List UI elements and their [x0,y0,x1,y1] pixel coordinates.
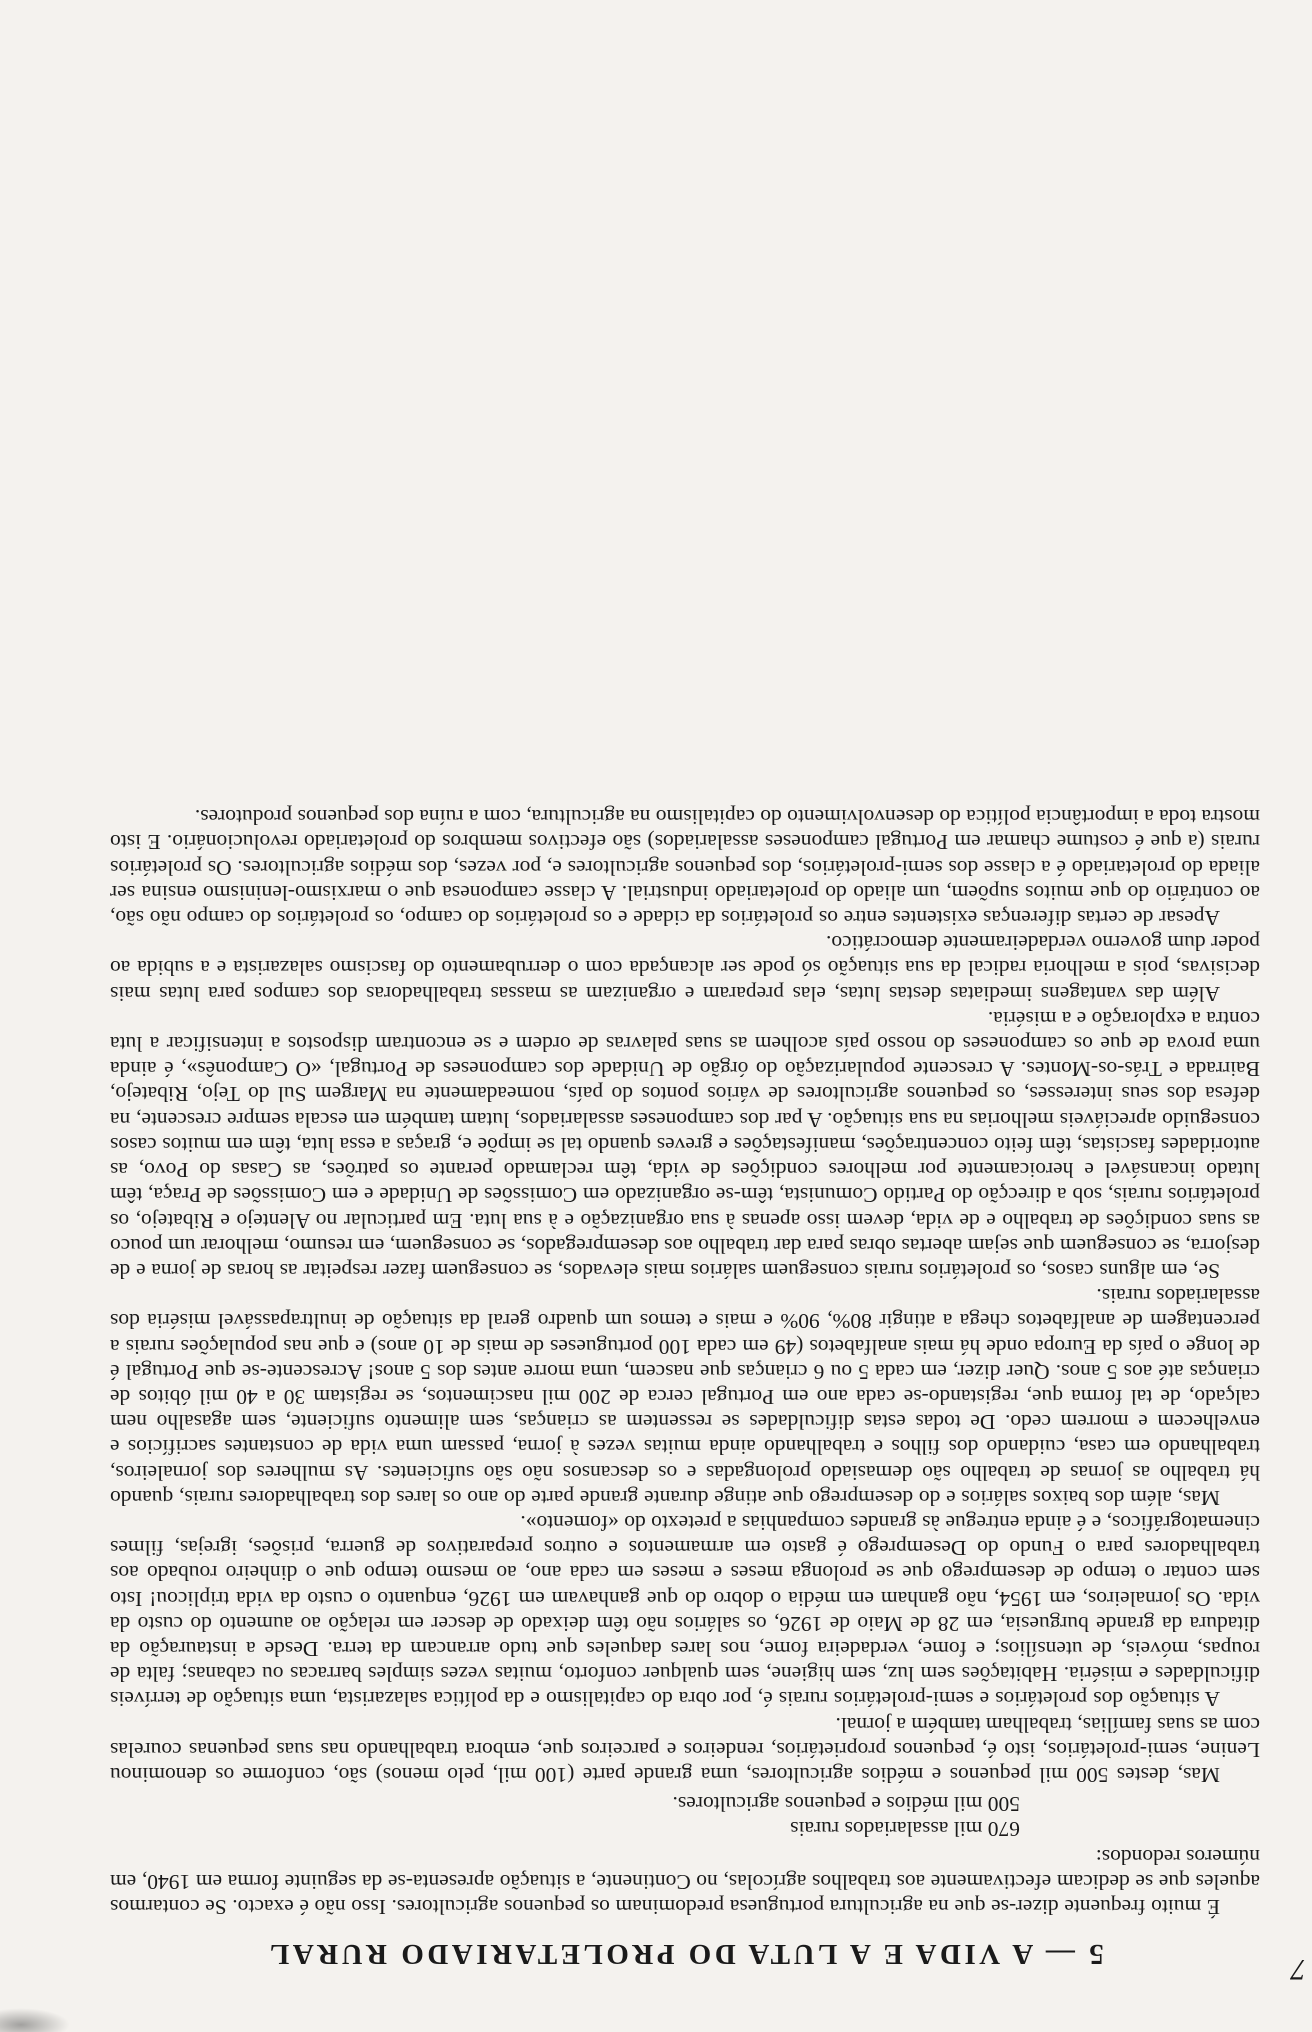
paragraph-7: Apesar de certas diferenças existentes entre os proletários da cidade e os proletários do campo, os proletários do campo não são, ao contrário do que muitos supõem, um aliado do proletariado industrial. A classe camponesa que o marxismo-leninismo ensina ser aliada do proletariado é a classe dos semi-proletários, dos pequenos agricultores e, por vezes, dos médios agricultores. Os proletários rurais (a que é costume chamar em Portugal camponeses assalariados) são efectivos membros do proletariado revolucionário. E isto mostra toda a importância política do desenvolvimento do capitalismo na agricultura, com a ruína dos pequenos produtores. [110,805,1260,931]
paragraph-5: Se, em alguns casos, os proletários rurais conseguem salários mais elevados, se conseguem fazer respeitar as horas de jorna e de desjorra, se conseguem que sejam abertas obras para dar trabalho aos desempregados, se conseguem, em resumo, melhorar um pouco as suas condições de trabalho e de vida, devem isso apenas à sua organização e à sua luta. Em particular no Alentejo e Ribatejo, os proletários rurais, sob a direcção do Partido Comunista, têm-se organizado em Comissões de Unidade e em Comissões de Praça, têm lutado incansável e heroicamente por melhores condições de vida, têm reclamado perante os patrões, as Casas do Povo, as autoridades fascistas, têm feito concentrações, manifestações e greves quando tal se impõe e, graças a essa luta, têm em muitos casos conseguido apreciáveis melhorias na sua situação. A par dos camponeses assalariados, lutam também em escala sempre crescente, na defesa dos seus interesses, os pequenos agricultores de vários pontos do país, nomeadamente na Margem Sul do Tejo, Ribatejo, Bairrada e Trás-os-Montes. A crescente popularização do órgão de Unidade dos camponeses de Portugal, «O Camponês», é ainda uma prova de que os camponeses do nosso país acolhem as suas palavras de ordem e se encontram dispostos a intensificar a luta contra a exploração e a miséria. [110,1006,1260,1283]
list-item: 500 mil médios e pequenos agricultores. [672,1792,1020,1817]
paragraph-6: Além das vantagens imediatas destas lutas, elas preparam e organizam as massas trabalhadoras dos campos para lutas mais decisivas, pois a melhoria radical da sua situação só pode ser alcançada com o derrubamento do fascismo salazarista e a subida ao poder dum governo verdadeiramente democrático. [110,931,1260,1006]
list-item: 670 mil assalariados rurais [790,1817,1020,1842]
section-title: 5 — A VIDA E A LUTA DO PROLETARIADO RURAL [266,1938,1104,1970]
paragraph-1: É muito frequente dizer-se que na agricultura portuguesa predominam os pequenos agricultores. Isso não é exacto. Se contarmos aqueles que se dedicam efectivamente aos trabalhos agrícolas, no Continente, a situação apresenta-se da seguinte forma em 1940, em números redondos: [110,1844,1260,1919]
scan-smudge [0,2008,70,2032]
paragraph-2: Mas, destes 500 mil pequenos e médios agricultores, uma grande parte (100 mil, pelo menos) são, conforme os denominou Lenine, semi-proletários, isto é, pequenos proprietários, rendeiros e parceiros que, embora trabalhando nas suas pequenas courelas com as suas famílias, trabalham também a jornal. [110,1712,1260,1787]
paragraph-4: Mas, além dos baixos salários e do desemprego que atinge durante grande parte do ano os lares dos trabalhadores rurais, quando há trabalho as jornas de trabalho são demasiado prolongadas e os descansos não são suficientes. As mulheres dos jornaleiros, trabalhando em casa, cuidando dos filhos e trabalhando ainda muitas vezes à jorna, passam uma vida de constantes sacrifícios e envelhecem e morrem cedo. De todas estas dificuldades se ressentem as crianças, sem alimento suficiente, sem agasalho nem calçado, de tal forma que, registando-se cada ano em Portugal cerca de 200 mil nascimentos, se registam 30 a 40 mil óbitos de crianças até aos 5 anos. Quer dizer, em cada 5 ou 6 crianças que nascem, uma morre antes dos 5 anos! Acrescente-se que Portugal é de longe o país da Europa onde há mais analfabetos (49 em cada 100 portugueses de mais de 10 anos) e que nas populações rurais a percentagem de analfabetos chega a atingir 80%, 90% e mais e temos um quadro geral da situação de inultrapassável miséria dos assalariados rurais. [110,1284,1260,1510]
paragraph-3: A situação dos proletários e semi-proletários rurais é, por obra do capitalismo e da política salazarista, uma situação de terríveis dificuldades e miséria. Habitações sem luz, sem higiene, sem qualquer conforto, muitas vezes simples barracas ou cabanas; falta de roupas, móveis, de utensílios; e fome, verdadeira fome, nos lares daqueles que tudo arrancam da terra. Desde a instauração da ditadura da grande burguesia, em 28 de Maio de 1926, os salários não têm deixado de descer em relação ao aumento do custo da vida. Os jornaleiros, em 1954, não ganham em média o dobro do que ganhavam em 1926, enquanto o custo da vida triplicou! Isto sem contar o tempo de desemprego que se prolonga meses e meses em cada ano, ao mesmo tempo que o dinheiro roubado aos trabalhadores para o Fundo do Desemprego é gasto em armamentos e outros preparativos de guerra, prisões, igrejas, filmes cinematográficos, e é ainda entregue às grandes companhias a pretexto do «fomento». [110,1510,1260,1712]
figures-list [110,1791,1020,1841]
page-content [110,88,1306,1988]
page-number: 7 [1290,1953,1306,1986]
